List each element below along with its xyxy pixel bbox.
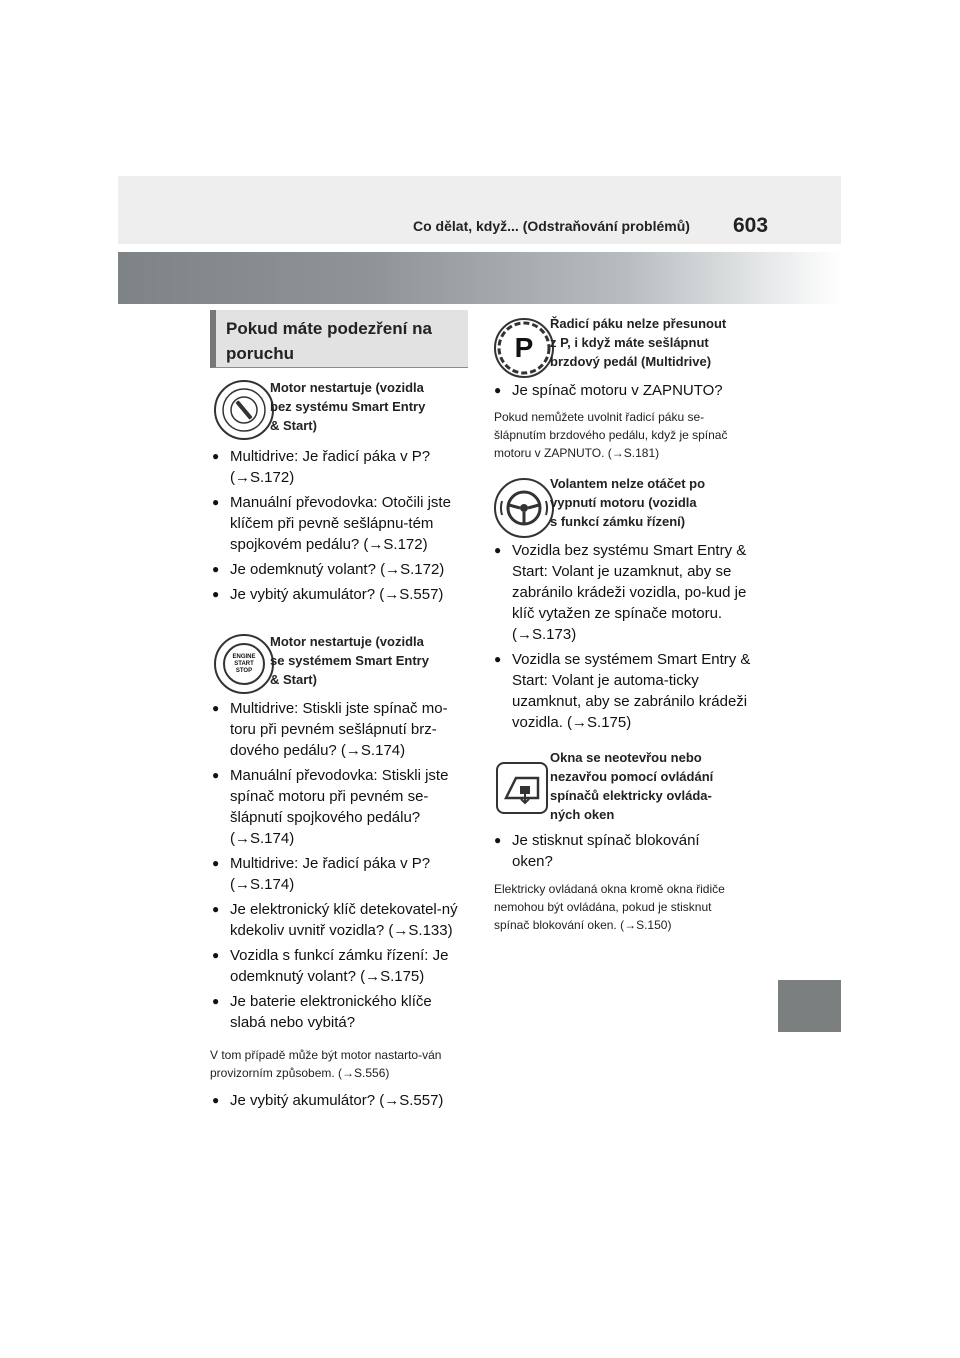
list-item: ● Je stisknut spínač blokování oken? bbox=[494, 830, 744, 872]
chapter-side-tab bbox=[778, 980, 841, 1032]
list-item: ● Je vybitý akumulátor? (→S.557) bbox=[212, 584, 470, 605]
list-item: ● Multidrive: Stiskli jste spínač mo-toru při pevném sešlápnutí brz-dového pedálu? (→S.174) bbox=[212, 698, 470, 761]
chapter-banner bbox=[118, 252, 841, 304]
page-number: 603 bbox=[733, 214, 769, 237]
list-item: ● Manuální převodovka: Otočili jste klíčem při pevně sešlápnu-tém spojkovém pedálu? (→S.172) bbox=[212, 492, 470, 555]
list-item: ● Vozidla bez systému Smart Entry & Start: Volant je uzamknut, aby se zabránilo krádeži vozidla, po-kud je klíč vytažen ze spínače motoru. (→S.173) bbox=[494, 540, 756, 645]
steering-wheel-lock-icon bbox=[494, 478, 554, 538]
bullet-list-shift-lever bbox=[494, 380, 756, 405]
bullet-list-battery bbox=[212, 1090, 470, 1115]
block-label-steering-lock: Volantem nelze otáčet po vypnutí motoru (vozidla s funkcí zámku řízení) bbox=[550, 476, 706, 529]
list-item: ● Je elektronický klíč detekovatel-ný kdekoliv uvnitř vozidla? (→S.133) bbox=[212, 899, 470, 941]
block-label-shift-lever: Řadicí páku nelze přesunout z P, i když máte sešlápnut brzdový pedál (Multidrive) bbox=[550, 316, 727, 369]
bullet-list-steering-lock bbox=[494, 540, 756, 737]
note-text: Pokud nemůžete uvolnit řadicí páku se-šlápnutím brzdového pedálu, když je spínač motoru v ZAPNUTO. (→S.181) bbox=[494, 410, 728, 460]
list-item: ● Vozidla s funkcí zámku řízení: Je odemknutý volant? (→S.175) bbox=[212, 945, 470, 987]
list-item: ● Je vybitý akumulátor? (→S.557) bbox=[212, 1090, 470, 1111]
list-item: ● Je baterie elektronického klíče slabá nebo vybitá? bbox=[212, 991, 470, 1033]
list-item: ● Multidrive: Je řadicí páka v P? (→S.172) bbox=[212, 446, 470, 488]
list-item: ● Multidrive: Je řadicí páka v P? (→S.174) bbox=[212, 853, 470, 895]
note-text: Elektricky ovládaná okna kromě okna řidiče nemohou být ovládána, pokud je stisknut spínač blokování oken. (→S.150) bbox=[494, 882, 725, 932]
list-item: ● Manuální převodovka: Stiskli jste spínač motoru při pevném se-šlápnutí spojkového pedálu? (→S.174) bbox=[212, 765, 470, 849]
note-text: V tom případě může být motor nastarto-ván provizorním způsobem. (→S.556) bbox=[210, 1048, 442, 1080]
list-item: ● Vozidla se systémem Smart Entry & Start: Volant je automa-ticky uzamknut, aby se zabránilo krádeži vozidla. (→S.175) bbox=[494, 649, 756, 733]
shift-lever-p-icon: P bbox=[494, 318, 554, 378]
bullet-list-no-start-smart bbox=[212, 698, 470, 1037]
window-lock-icon bbox=[496, 762, 548, 814]
block-label-no-start-smart: Motor nestartuje (vozidla se systémem Smart Entry & Start) bbox=[270, 634, 429, 687]
bullet-list-windows bbox=[494, 830, 744, 876]
block-label-no-start-key: Motor nestartuje (vozidla bez systému Smart Entry & Start) bbox=[270, 380, 426, 433]
header-title: Co dělat, když... (Odstraňování problémů) bbox=[413, 218, 690, 234]
list-item: ● Je spínač motoru v ZAPNUTO? bbox=[494, 380, 756, 401]
block-label-windows: Okna se neotevřou nebo nezavřou pomocí ovládání spínačů elektricky ovláda- ných oken bbox=[550, 750, 714, 822]
engine-start-stop-icon: ENGINE START STOP bbox=[214, 634, 274, 694]
section-title: Pokud máte podezření na poruchu bbox=[210, 310, 468, 368]
list-item: ● Je odemknutý volant? (→S.172) bbox=[212, 559, 470, 580]
ignition-key-icon bbox=[214, 380, 274, 440]
bullet-list-no-start-key bbox=[212, 446, 470, 609]
